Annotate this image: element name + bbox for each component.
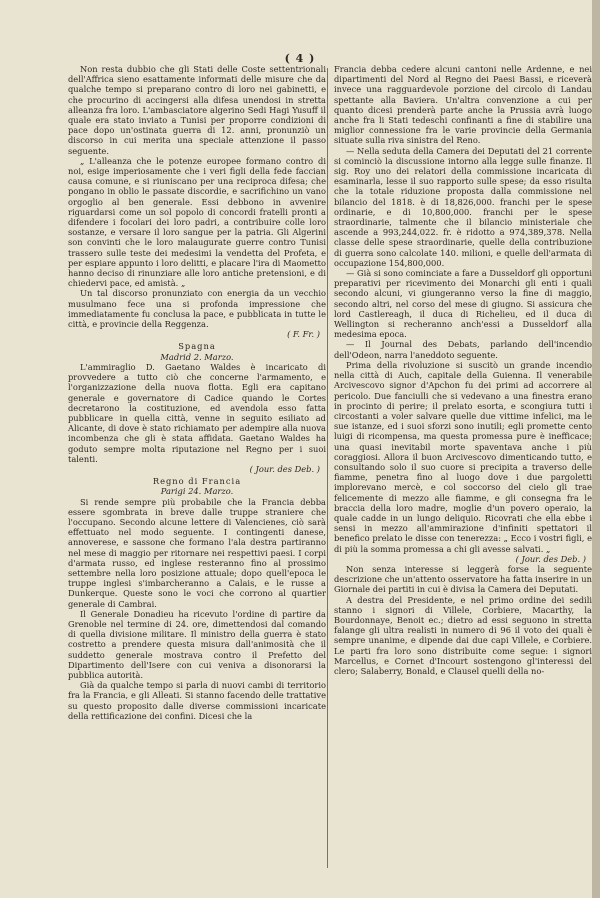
paragraph: Non resta dubbio che gli Stati delle Coste settentrionali dell'Affrica sieno esattamente informati delle misure che da qualche tempo si preparano contro di loro nei gabinetti, e che procurino di accingersi alla difesa unendosi in stretta alleanza fra loro. L'ambasciatore algerino Sedi Hagi Yusuff il quale era stato inviato a Tunisi per proporre condizioni di pace dopo un'ostinata guerra di 12. anni, pronunziò un discorso in cui merita una speciale attenzione il passo seguente. [68, 64, 326, 156]
dateline: Madrid 2. Marzo. [160, 351, 234, 362]
right-column [334, 64, 592, 676]
paragraph: Il Generale Donadieu ha ricevuto l'ordine di partire da Grenoble nel termine di 24. ore, dimettendosi dal comando di quella divisione militare. Il ministro della guerra è stato costretto a prendere questa misura dall'animosità che il suddetto generale mostrava contro il Prefetto del Dipartimento dell'Isere con cui veniva a disonorarsi la pubblica autorità. [68, 608, 326, 680]
source-signature: ( F. Fr. ) [287, 329, 320, 340]
page-number: ( 4 ) [284, 52, 316, 65]
paragraph: — Nella seduta della Camera dei Deputati del 21 corrente si cominciò la discussione intorno alla legge sulle finanze. Il sig. Roy uno dei relatori della commissione incaricata di esaminarla, lesse il suo rapporto sulle spese; da esso risulta che la totale riduzione proposta dalla commissione nel bilancio del 1818. è di 18,826,000. franchi per le spese ordinarie, e di 10,800,000. franchi per le spese straordinarie, talmente che il bilancio ministeriale che ascende a 993,244,022. fr. è ridotto a 974,389,378. Nella classe delle spese straordinarie, quelle della contribuzione di guerra sono calcolate 140. milioni, e quelle dell'armata di occupazione 154,800,000. [334, 145, 592, 268]
source-signature: ( Jour. des Deb. ) [249, 463, 320, 474]
paragraph: — Il Journal des Debats, parlando dell'incendio dell'Odeon, narra l'aneddoto seguente. [334, 339, 592, 360]
paragraph: A destra del Presidente, e nel primo ordine dei sedili stanno i signori di Villele, Corbiere, Macarthy, la Bourdonnaye, Benoit ec.; dietro ad essi seguono in stretta falange gli ultra realisti in numero di 96 il voto dei quali è sempre unanime, e dipende dai due capi Villele, e Corbiere. Le parti fra loro sono distribuite come segue: i signori Marcellus, e Cornet d'Incourt sostengono gl'interessi del clero; Salaberry, Bonald, e Clausel quelli della no- [334, 594, 592, 676]
page-edge-shadow [592, 0, 600, 898]
section-heading: Spagna [178, 341, 216, 352]
section-heading: Regno di Francia [152, 476, 242, 487]
paragraph: L'ammiraglio D. Gaetano Waldes è incaricato di provvedere a tutto ciò che concerne l'armamento, e l'organizzazione della nuova flotta. Egli era capitano generale e governatore di Cadice quando le Cortes decretarono la costituzione, ed avendola esso fatta pubblicare in quella città, venne in seguito esiliato ad Alicante, di dove è stato richiamato per adempire alla nuova incombenza che gli è stata affidata. Gaetano Waldes ha goduto sempre molta riputazione nel Regno per i suoi talenti. [68, 361, 326, 464]
dateline: Parigi 24. Marzo. [160, 486, 234, 497]
paragraph: Un tal discorso pronunziato con energia da un vecchio musulmano fece una si profonda impressione che immediatamente fu conclusa la pace, e pubblicata in tutte le città, e provincie della Reggenza. [68, 288, 326, 330]
paragraph: Francia debba cedere alcuni cantoni nelle Ardenne, e nei dipartimenti del Nord al Regno dei Paesi Bassi, e riceverà invece una ragguardevole porzione del circolo di Landau spettante alla Baviera. Un'altra convenzione a cui per quanto dicesi prenderà parte anche la Prussia avrà luogo anche fra li Stati tedeschi confinanti a fine di stabilire una miglior connessione fra le varie provincie della Germania situate sulla riva sinistra del Reno. [334, 64, 592, 146]
paragraph: Già da qualche tempo si parla di nuovi cambi di territorio fra la Francia, e gli Alleati. Si stanno facendo delle trattative su questo proposito dalle diverse commissioni incaricate della rettificazione dei confini. Dicesi che la [68, 680, 326, 721]
column-divider [327, 68, 328, 868]
paragraph: Non senza interesse si leggerà forse la seguente descrizione che un'attento osservatore ha fatta inserire in un Giornale dei partiti in cui è divisa la Camera dei Deputati. [334, 563, 592, 595]
paragraph: „ L'alleanza che le potenze europee formano contro di noi, esige imperiosamente che i veri figli della fede faccian causa comune, e si riuniscano per una reciproca difesa; che pongano in oblio le passate discordie, e sacrifichino un vano orgoglio al ben generale. Essi debbono in avvenire riguardarsi come un sol popolo di concordi fratelli pronti a difendere i focolari dei loro padri, a contribuire colle loro sostanze, e versare il loro sangue per la patria. Gli Algerini son convinti che le loro malaugurate guerre contro Tunisi trassero sulle teste dei medesimi la vendetta del Profeta, e per espiare appunto i loro delitti, e placare l'ira di Maometto hanno deciso di rinunziare alle loro antiche pretensioni, e di chiedervi pace, ed amistà. „ [68, 155, 326, 289]
paragraph: Si rende sempre più probabile che la Francia debba essere sgombrata in breve dalle truppe straniere che l'occupano. Secondo alcune lettere di Valencienes, ciò sarà effettuato nel modo seguente. I contingenti danese, annoverese, e sassone che formano l'ala destra partiranno nel mese di maggio per ritornare nei respettivi paesi. I corpi d'armata russo, ed inglese resteranno fino al prossimo settembre nella loro posizione attuale; dopo quell'epoca le truppe inglesi s'imbarcheranno a Calais, e le russe a Dunkerque. Queste sono le voci che corrono al quartier generale di Cambrai. [68, 496, 326, 609]
paragraph: — Già si sono cominciate a fare a Dusseldorf gli opportuni preparativi per ricevimento dei Monarchi gli enti i quali secondo alcuni, vi giungeranno verso la fine di maggio, secondo altri, nel corso del mese di giugno. Si assicura che lord Castlereagh, il duca di Richelieu, ed il duca di Wellington si recheranno anch'essi a Dusseldorf alla medesima epoca. [334, 268, 592, 340]
paragraph: Prima della rivoluzione si suscitò un grande incendio nella città di Auch, capitale della Guienna. Il venerabile Arcivescovo signor d'Apchon fu dei primi ad accorrere al pericolo. Due fanciulli che si vedevano a una finestra erano in procinto di perire; il prelato esorta, e scongiura tutti i circostanti a voler salvare quelle due vittime infelici, ma le sue istanze, ed i suoi sforzi sono inutili; egli promette cento luigi di ricompensa, ma questa promessa pure è inefficace; una quasi inevitabil morte spaventava anche i più coraggiosi. Allora il buon Arcivescovo dimenticando tutto, e consultando solo il suo cuore si precipita a traverso delle fiamme, penetra fino al luogo dove i due pargoletti implorevano mercè, e col soccorso del cielo gli trae felicemente di mezzo alle fiamme, e gli consegna fra le braccia della loro madre, moglie d'un povero operaio, la quale cadde in un lungo deliquio. Ricovrati che ella ebbe i sensi in mezzo all'ammirazione d'infiniti spettatori il benefico prelato le disse con tenerezza: „ Ecco i vostri figli, e di più la somma promessa a chi gli avesse salvati. „ [334, 359, 592, 554]
source-signature: ( Jour. des Deb. ) [515, 553, 586, 564]
left-column [68, 64, 326, 721]
